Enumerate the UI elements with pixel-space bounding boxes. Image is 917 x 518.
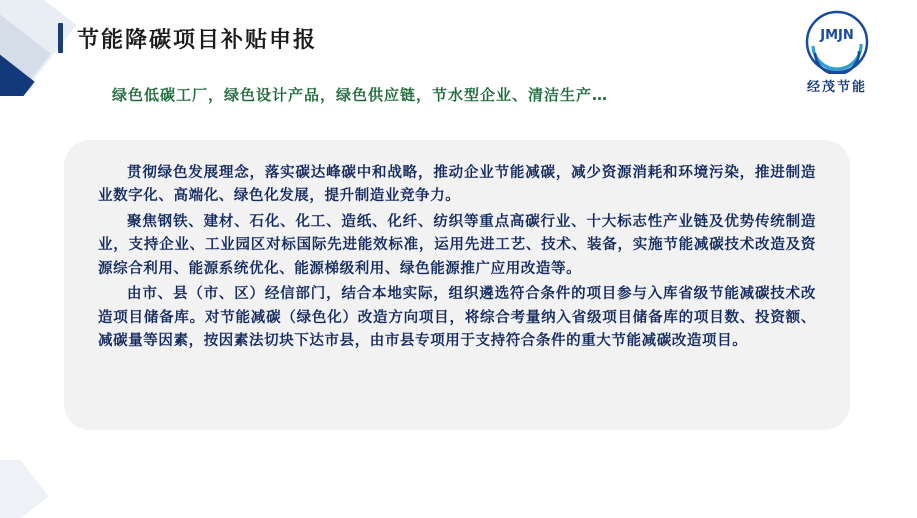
slide-subtitle: 绿色低碳工厂，绿色设计产品，绿色供应链，节水型企业、清洁生产… bbox=[112, 86, 609, 104]
title-row bbox=[58, 18, 317, 58]
title-accent-bar bbox=[58, 23, 63, 53]
body-paragraph: 聚焦钢铁、建材、石化、化工、造纸、化纤、纺织等重点高碳行业、十大标志性产业链及优势传统制造业，支持企业、工业园区对标国际先进能效标准，运用先进工艺、技术、装备，实施节能减碳技术改造及资源综合利用、能源系统优化、能源梯级利用、绿色能源推广应用改造等。 bbox=[98, 213, 816, 277]
ribbon-bottom-shape bbox=[0, 460, 49, 518]
body-paragraph: 由市、县（市、区）经信部门，结合本地实际，组织遴选符合条件的项目参与入库省级节能减碳技术改造项目储备库。对节能减碳（绿色化）改造方向项目，将综合考量纳入省级项目储备库的项目数、投资额、减碳量等因素，按因素法切块下达市县，由市县专项用于支持符合条件的重大节能减碳改造项目。 bbox=[98, 286, 816, 350]
body-paragraph: 贯彻绿色发展理念，落实碳达峰碳中和战略，推动企业节能减碳，减少资源消耗和环境污染，推进制造业数字化、高端化、绿色化发展，提升制造业竞争力。 bbox=[98, 165, 816, 205]
svg-text:JMJN: JMJN bbox=[820, 28, 854, 43]
logo-block bbox=[781, 10, 893, 95]
corner-decoration-bottom bbox=[0, 460, 70, 518]
body-panel bbox=[64, 140, 850, 430]
company-logo-icon bbox=[805, 10, 869, 74]
logo-company-name: 经茂节能 bbox=[806, 80, 867, 95]
page-title: 节能降碳项目补贴申报 bbox=[77, 27, 318, 53]
body-content bbox=[64, 140, 850, 378]
